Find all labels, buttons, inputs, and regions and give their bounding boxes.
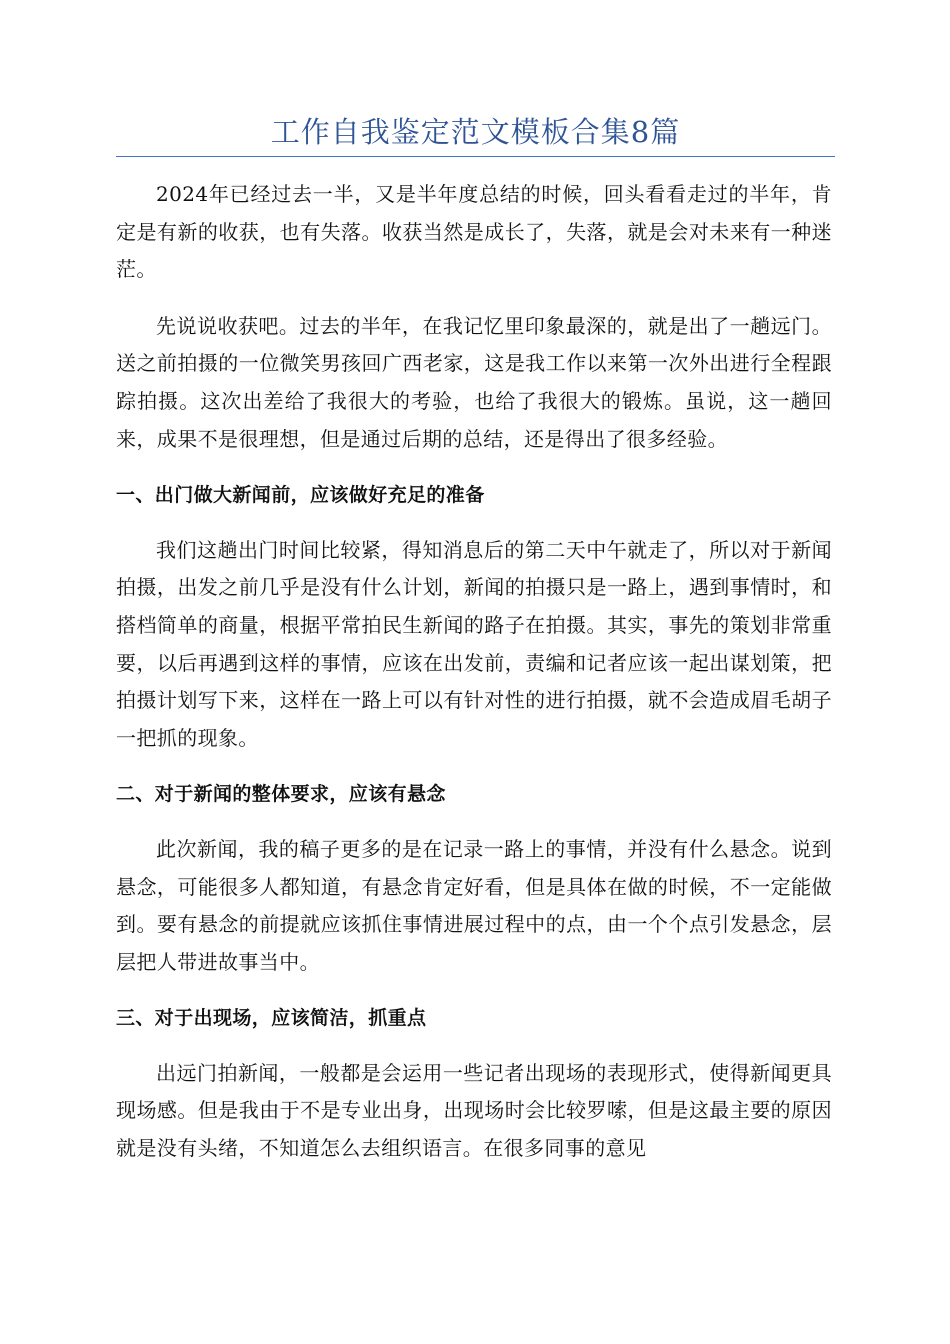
section-heading-2: 二、对于新闻的整体要求，应该有悬念 — [116, 783, 446, 806]
section-heading-1: 一、出门做大新闻前，应该做好充足的准备 — [116, 484, 485, 507]
document-body — [116, 176, 832, 1187]
title-rule — [116, 108, 835, 157]
paragraph-intro: 2024年已经过去一半，又是半年度总结的时候，回头看看走过的半年，肯定是有新的收获，也有失落。收获当然是成长了，失落，就是会对未来有一种迷茫。 — [116, 182, 832, 282]
paragraph-section-2: 此次新闻，我的稿子更多的是在记录一路上的事情，并没有什么悬念。说到悬念，可能很多人都知道，有悬念肯定好看，但是具体在做的时候，不一定能做到。要有悬念的前提就应该抓住事情进展过程中的点，由一个个点引发悬念，层层把人带进故事当中。 — [116, 836, 832, 974]
paragraph-section-3: 出远门拍新闻，一般都是会运用一些记者出现场的表现形式，使得新闻更具现场感。但是我由于不是专业出身，出现场时会比较罗嗦，但是这最主要的原因就是没有头绪，不知道怎么去组织语言。在很多同事的意见 — [116, 1060, 832, 1161]
section-heading-3: 三、对于出现场，应该简洁，抓重点 — [116, 1007, 427, 1030]
paragraph-section-1: 我们这趟出门时间比较紧，得知消息后的第二天中午就走了，所以对于新闻拍摄，出发之前几乎是没有什么计划，新闻的拍摄只是一路上，遇到事情时，和搭档简单的商量，根据平常拍民生新闻的路子在拍摄。其实，事先的策划非常重要，以后再遇到这样的事情，应该在出发前，责编和记者应该一起出谋划策，把拍摄计划写下来，这样在一路上可以有针对性的进行拍摄，就不会造成眉毛胡子一把抓的现象。 — [116, 537, 832, 750]
paragraph-harvest: 先说说收获吧。过去的半年，在我记忆里印象最深的，就是出了一趟远门。送之前拍摄的一位微笑男孩回广西老家，这是我工作以来第一次外出进行全程跟踪拍摄。这次出差给了我很大的考验，也给了我很大的锻炼。虽说，这一趟回来，成果不是很理想，但是通过后期的总结，还是得出了很多经验。 — [116, 313, 832, 451]
page-title: 工作自我鉴定范文模板合集8篇 — [270, 115, 681, 149]
